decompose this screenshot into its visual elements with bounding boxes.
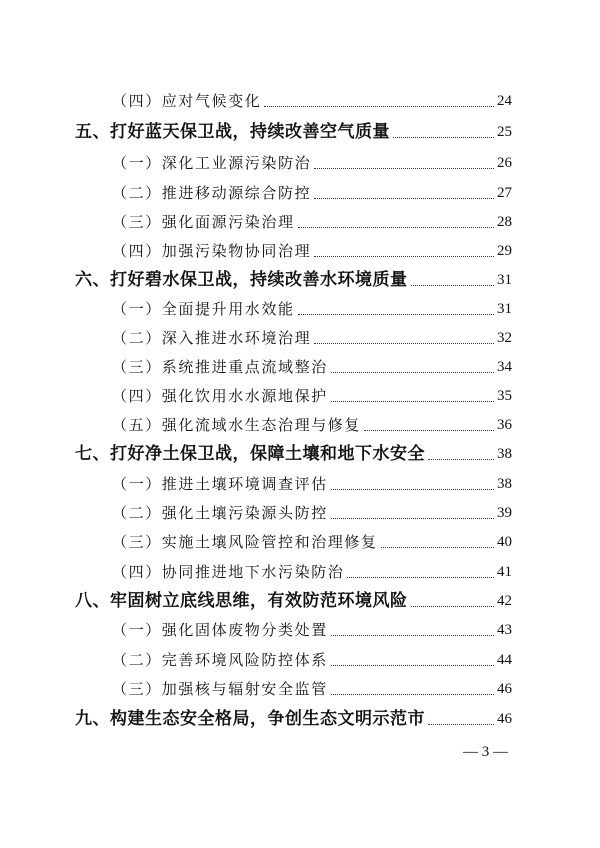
toc-entry-title: （四）加强污染物协同治理: [112, 242, 312, 260]
toc-entry[interactable]: [112, 619, 512, 641]
toc-entry-page: 27: [497, 185, 512, 201]
toc-entry-page: 26: [497, 155, 512, 171]
dot-leader: [298, 227, 494, 228]
toc-entry[interactable]: [112, 298, 512, 320]
toc-entry-title: （二）强化土壤污染源头防控: [112, 504, 328, 522]
toc-entry-title: （三）强化面源污染治理: [112, 213, 295, 231]
toc-entry-page: 38: [497, 476, 512, 492]
toc-entry[interactable]: [112, 385, 512, 407]
toc-entry-page: 40: [497, 534, 512, 550]
toc-entry-title: （二）深入推进水环境治理: [112, 329, 312, 347]
toc-entry[interactable]: [75, 708, 512, 730]
toc-entry-title: （一）深化工业源污染防治: [112, 154, 312, 172]
toc-entry[interactable]: [112, 414, 512, 436]
dot-leader: [381, 547, 494, 548]
toc-entry-title: （五）强化流域水生态治理与修复: [112, 416, 362, 434]
dot-leader: [428, 724, 494, 725]
toc-entry-page: 25: [497, 124, 512, 140]
toc-entry[interactable]: [112, 678, 512, 700]
dot-leader: [347, 577, 494, 578]
toc-entry-page: 34: [497, 359, 512, 375]
toc-entry-title: （一）强化固体废物分类处置: [112, 621, 328, 639]
dot-leader: [364, 430, 494, 431]
toc-entry[interactable]: [75, 443, 512, 465]
toc-entry-page: 29: [497, 243, 512, 259]
dot-leader: [331, 489, 494, 490]
toc-entry-title: 七、打好净土保卫战，保障土壤和地下水安全: [75, 444, 425, 464]
dot-leader: [331, 401, 494, 402]
dot-leader: [264, 106, 494, 107]
dot-leader: [331, 372, 494, 373]
toc-entry-page: 46: [497, 711, 512, 727]
toc-entry[interactable]: [112, 211, 512, 233]
toc-entry-title: （三）系统推进重点流域整治: [112, 358, 328, 376]
toc-entry-page: 39: [497, 505, 512, 521]
toc-entry-page: 46: [497, 681, 512, 697]
dot-leader: [314, 343, 494, 344]
toc-entry-title: （四）协同推进地下水污染防治: [112, 563, 345, 581]
toc-entry-page: 31: [497, 272, 512, 288]
dot-leader: [393, 137, 494, 138]
toc-entry-title: 八、牢固树立底线思维，有效防范环境风险: [75, 591, 408, 611]
dot-leader: [331, 635, 494, 636]
toc-entry-page: 35: [497, 388, 512, 404]
dot-leader: [298, 314, 494, 315]
toc-entry-title: （二）推进移动源综合防控: [112, 184, 312, 202]
toc-entry-page: 31: [497, 301, 512, 317]
toc-entry-page: 28: [497, 214, 512, 230]
toc-entry-page: 44: [497, 652, 512, 668]
dot-leader: [331, 665, 494, 666]
toc-entry-page: 36: [497, 417, 512, 433]
toc-entry[interactable]: [112, 502, 512, 524]
dot-leader: [411, 285, 495, 286]
dot-leader: [314, 168, 494, 169]
toc-entry[interactable]: [112, 531, 512, 553]
toc-entry-page: 38: [497, 446, 512, 462]
toc-entry-page: 43: [497, 622, 512, 638]
dot-leader: [331, 518, 494, 519]
toc-entry-page: 42: [497, 593, 512, 609]
toc-entry-title: （一）全面提升用水效能: [112, 300, 295, 318]
dot-leader: [428, 459, 494, 460]
toc-entry[interactable]: [112, 182, 512, 204]
dot-leader: [411, 606, 495, 607]
toc-entry[interactable]: [112, 240, 512, 262]
toc-entry-title: 五、打好蓝天保卫战，持续改善空气质量: [75, 122, 390, 142]
toc-entry-page: 41: [497, 564, 512, 580]
toc-entry-title: 九、构建生态安全格局，争创生态文明示范市: [75, 709, 425, 729]
toc-entry[interactable]: [112, 649, 512, 671]
dot-leader: [314, 198, 494, 199]
toc-entry-title: （四）强化饮用水水源地保护: [112, 387, 328, 405]
toc-entry-title: （三）实施土壤风险管控和治理修复: [112, 533, 378, 551]
toc-entry-title: （四）应对气候变化: [112, 92, 262, 110]
toc-entry[interactable]: [75, 269, 512, 291]
toc-entry[interactable]: [75, 121, 512, 143]
toc-entry-title: （一）推进土壤环境调查评估: [112, 475, 328, 493]
dot-leader: [331, 694, 494, 695]
toc-entry[interactable]: [112, 356, 512, 378]
dot-leader: [314, 256, 494, 257]
toc-entry[interactable]: [112, 90, 512, 112]
page-number: — 3 —: [463, 744, 508, 760]
toc-entry[interactable]: [75, 590, 512, 612]
toc-entry-page: 24: [497, 93, 512, 109]
toc-entry-title: （二）完善环境风险防控体系: [112, 651, 328, 669]
toc-entry[interactable]: [112, 327, 512, 349]
toc-entry[interactable]: [112, 152, 512, 174]
toc-entry[interactable]: [112, 561, 512, 583]
toc-entry-title: （三）加强核与辐射安全监管: [112, 680, 328, 698]
toc-entry-page: 32: [497, 330, 512, 346]
toc-entry-title: 六、打好碧水保卫战，持续改善水环境质量: [75, 270, 408, 290]
toc-entry[interactable]: [112, 473, 512, 495]
